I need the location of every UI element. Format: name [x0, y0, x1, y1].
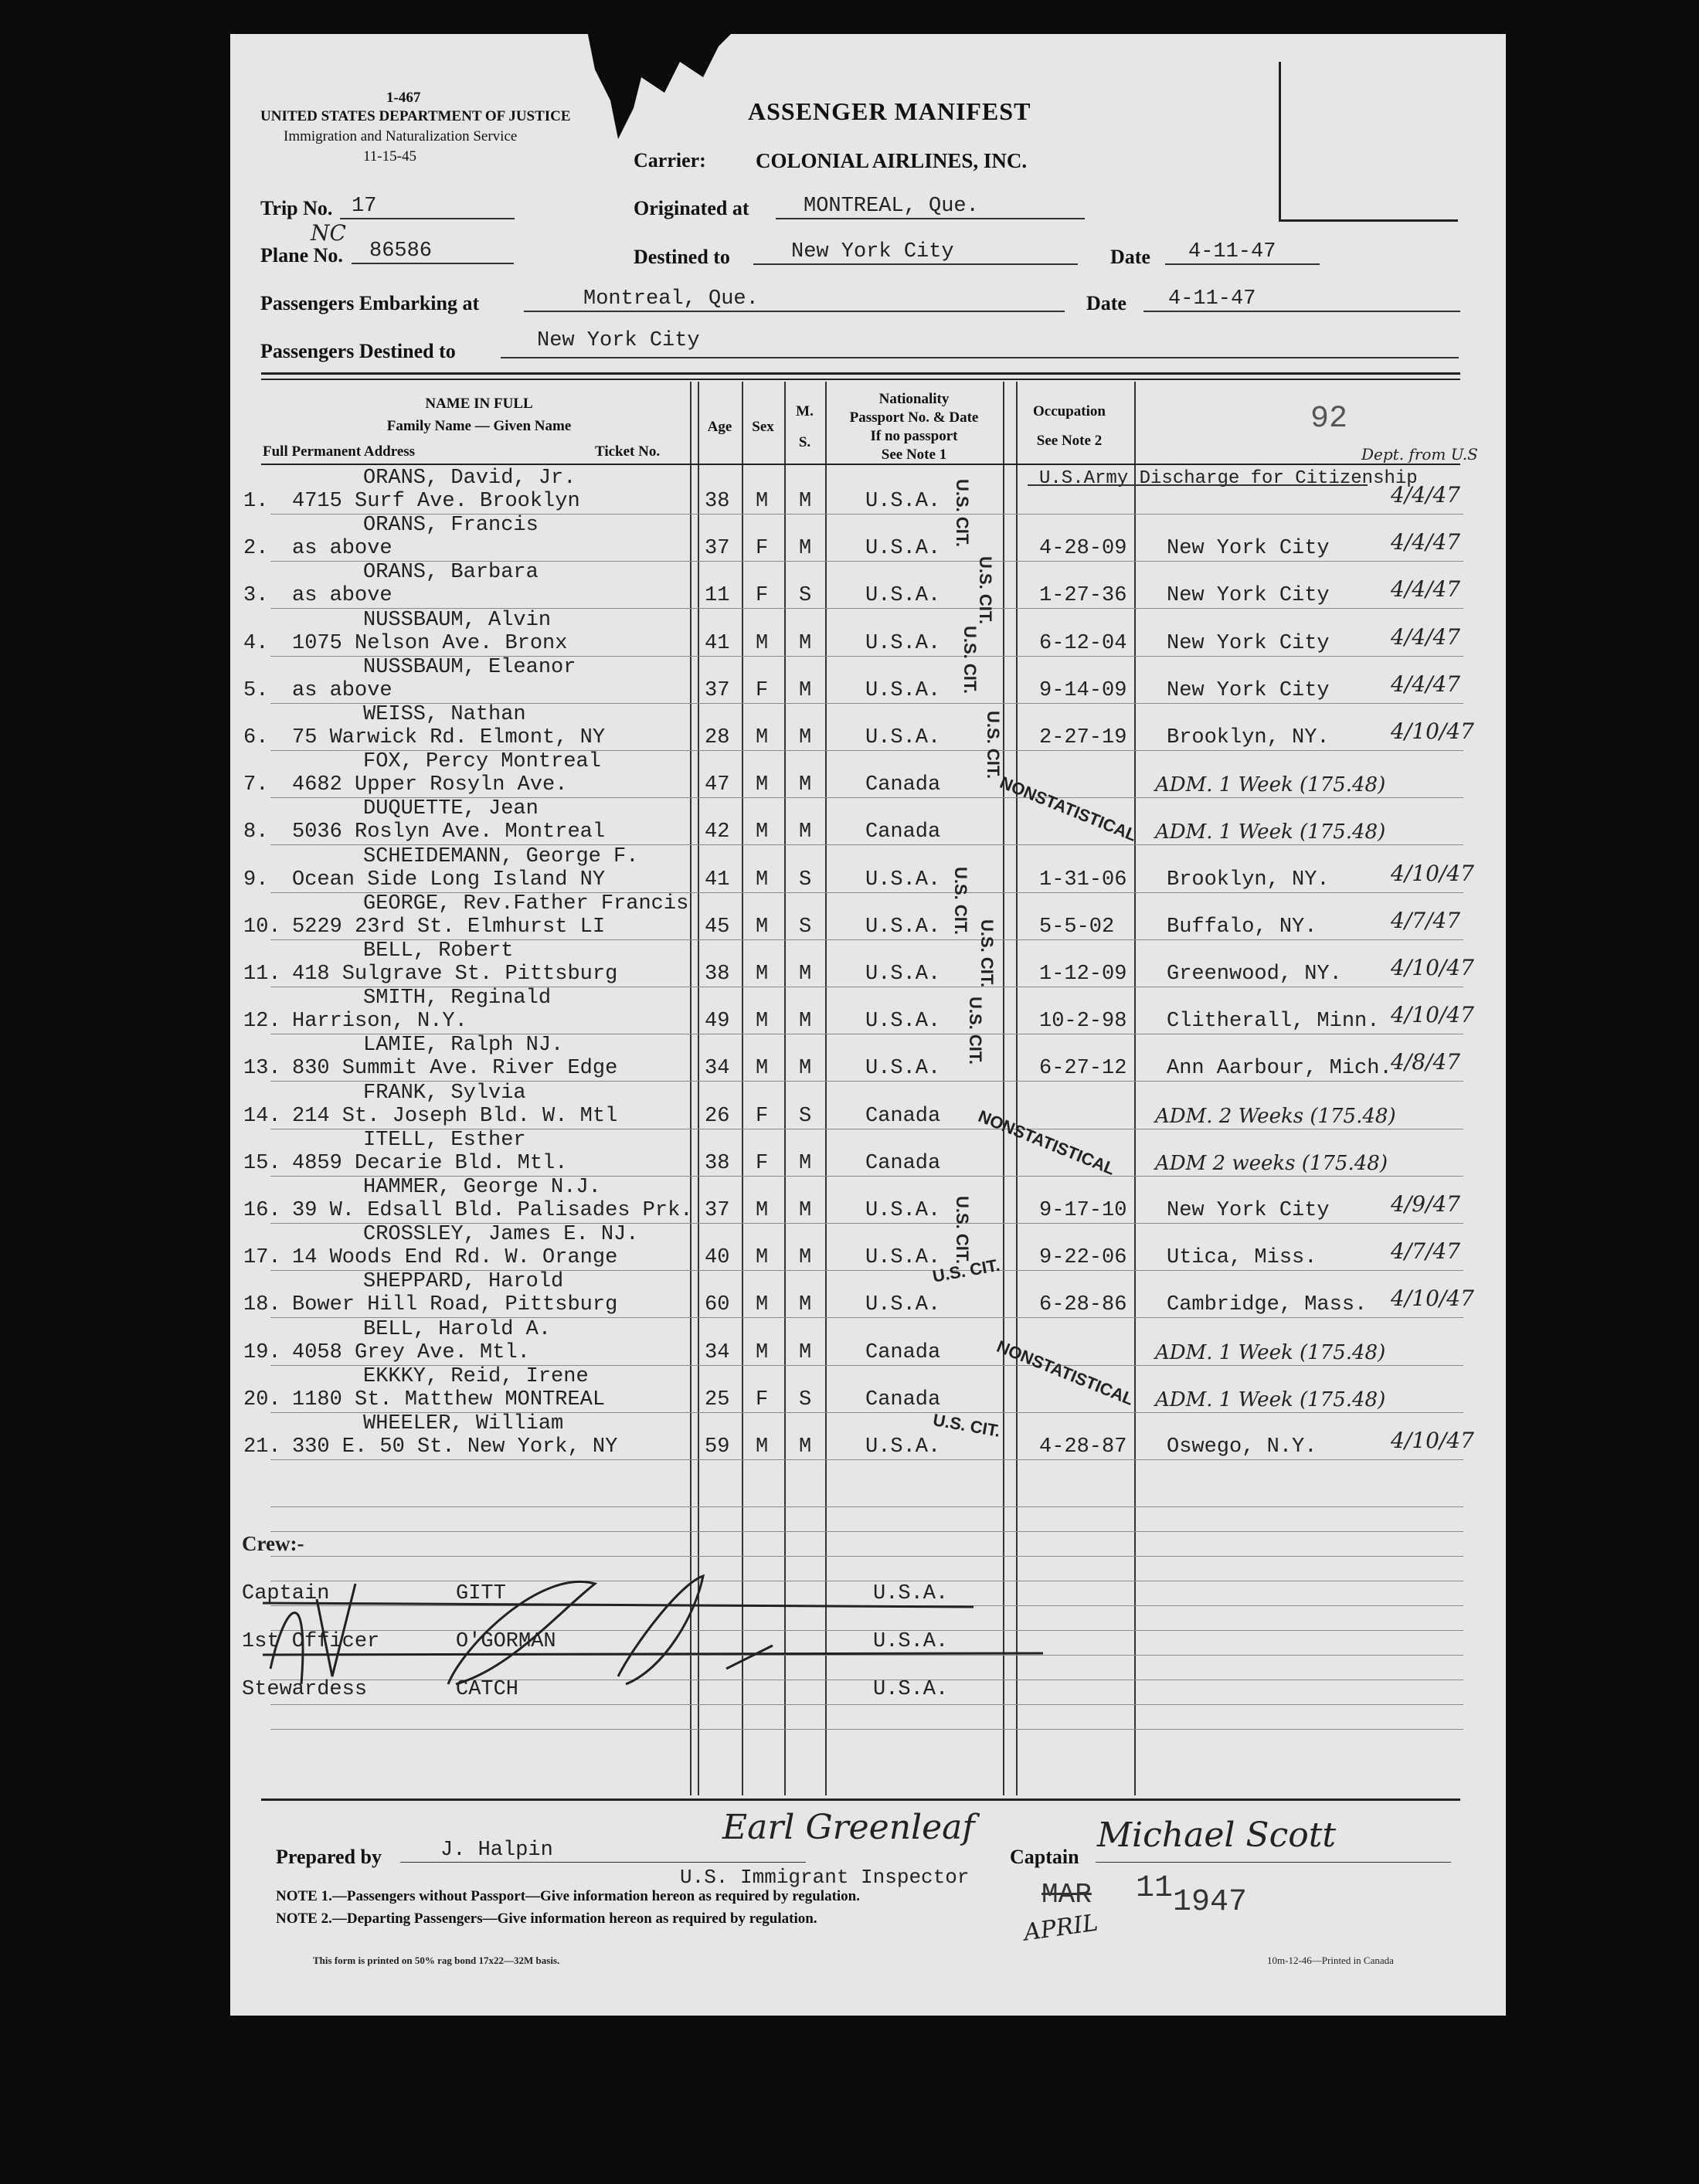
passenger-name: BELL, Harold A.	[363, 1317, 552, 1341]
row-number: 19.	[243, 1340, 281, 1364]
passenger-birthdate: U.S.Army Discharge for Citizenship	[1039, 468, 1418, 489]
us-cit-stamp: U.S. CIT.	[951, 867, 970, 936]
us-cit-stamp: U.S. CIT.	[984, 711, 1003, 780]
passenger-birthdate: 1-12-09	[1039, 963, 1127, 986]
passenger-destination: New York City	[1167, 537, 1330, 561]
stamp-handwritten: APRIL	[1022, 1909, 1100, 1947]
plane-prefix: NC	[311, 220, 346, 246]
passenger-birthdate: 9-14-09	[1039, 678, 1127, 702]
passenger-address: Ocean Side Long Island NY	[292, 868, 606, 892]
departure-date: 4/7/47	[1391, 1238, 1461, 1265]
passenger-address: as above	[292, 537, 392, 561]
prepared-value: J. Halpin	[440, 1839, 553, 1862]
pass-destined-label: Passengers Destined to	[260, 340, 456, 362]
passenger-sex: M	[756, 868, 769, 892]
passenger-name: ORANS, Francis	[363, 514, 539, 538]
page-title: ASSENGER MANIFEST	[748, 97, 1031, 125]
passenger-age: 37	[705, 537, 730, 561]
blank-rule	[270, 1704, 1463, 1705]
row-number: 2.	[243, 537, 269, 561]
plane-label: Plane No.	[260, 244, 343, 267]
col-name-sub: Family Name — Given Name	[386, 418, 572, 434]
passenger-birthdate: 9-17-10	[1039, 1199, 1127, 1222]
passenger-marital: M	[799, 1151, 812, 1175]
passenger-sex: M	[756, 490, 769, 513]
passenger-name: NUSSBAUM, Alvin	[363, 608, 552, 632]
passenger-name: NUSSBAUM, Eleanor	[363, 655, 576, 679]
passenger-nationality: Canada	[865, 1340, 941, 1364]
passenger-age: 41	[705, 868, 730, 892]
passenger-destination: ADM. 1 Week (175.48)	[1155, 773, 1386, 797]
passenger-marital: M	[799, 820, 812, 844]
note2-text: —Departing Passengers—Give information hereon as required by regulation.	[331, 1911, 817, 1927]
passenger-destination: Ann Aarbour, Mich.	[1167, 1057, 1392, 1081]
department: UNITED STATES DEPARTMENT OF JUSTICE	[260, 108, 571, 124]
passenger-nationality: Canada	[865, 1388, 941, 1411]
passenger-address: 330 E. 50 St. New York, NY	[292, 1435, 618, 1459]
passenger-age: 25	[705, 1388, 730, 1411]
note2-label: NOTE 2.	[276, 1911, 332, 1927]
destined-label: Destined to	[634, 246, 730, 268]
passenger-birthdate: 6-28-86	[1039, 1293, 1127, 1317]
passenger-name: FOX, Percy Montreal	[363, 750, 601, 774]
passenger-destination: Greenwood, NY.	[1167, 963, 1342, 986]
passenger-name: DUQUETTE, Jean	[363, 797, 539, 821]
passenger-address: Bower Hill Road, Pittsburg	[292, 1293, 618, 1317]
passenger-age: 40	[705, 1246, 730, 1270]
passenger-marital: M	[799, 1199, 812, 1222]
print-note-left: This form is printed on 50% rag bond 17x22—32M basis.	[313, 1955, 560, 1966]
passenger-name: CROSSLEY, James E. NJ.	[363, 1223, 639, 1247]
departure-date: 4/10/47	[1391, 860, 1474, 886]
stamp-year: 1947	[1173, 1885, 1248, 1920]
passenger-destination: New York City	[1167, 631, 1330, 655]
passenger-birthdate: 4-28-09	[1039, 537, 1127, 561]
passenger-birthdate: 6-27-12	[1039, 1057, 1127, 1081]
embarking-value: Montreal, Que.	[583, 287, 759, 311]
departure-date: 4/4/47	[1391, 529, 1461, 555]
passenger-sex: M	[756, 1199, 769, 1222]
departure-date: 4/8/47	[1391, 1049, 1461, 1075]
prepared-label: Prepared by	[276, 1846, 382, 1868]
trip-label: Trip No.	[260, 197, 333, 219]
passenger-sex: M	[756, 963, 769, 986]
passenger-marital: M	[799, 773, 812, 797]
us-cit-stamp: U.S. CIT.	[953, 479, 972, 548]
passenger-age: 37	[705, 678, 730, 702]
row-number: 4.	[243, 631, 269, 655]
passenger-destination: New York City	[1167, 678, 1330, 702]
passenger-marital: M	[799, 1057, 812, 1081]
passenger-address: 14 Woods End Rd. W. Orange	[292, 1246, 618, 1270]
passenger-age: 37	[705, 1199, 730, 1222]
passenger-nationality: Canada	[865, 1104, 941, 1128]
row-number: 20.	[243, 1388, 281, 1411]
passenger-marital: M	[799, 1246, 812, 1270]
us-cit-stamp: U.S. CIT.	[931, 1410, 1002, 1441]
blank-rule	[270, 1531, 1463, 1532]
col-address: Full Permanent Address	[263, 443, 416, 460]
col-occupation: Occupation	[1033, 403, 1106, 419]
embarking-label: Passengers Embarking at	[260, 292, 480, 314]
row-number: 14.	[243, 1104, 281, 1128]
passenger-sex: F	[756, 1104, 769, 1128]
passenger-sex: F	[756, 537, 769, 561]
passenger-address: 4058 Grey Ave. Mtl.	[292, 1340, 530, 1364]
passenger-marital: S	[799, 868, 812, 892]
passenger-birthdate: 10-2-98	[1039, 1010, 1127, 1034]
passenger-birthdate: 6-12-04	[1039, 631, 1127, 655]
passenger-destination: ADM 2 weeks (175.48)	[1155, 1151, 1388, 1175]
nonstatistical-stamp: NONSTATISTICAL	[994, 1337, 1137, 1409]
departure-date: 4/7/47	[1391, 907, 1461, 933]
passenger-age: 60	[705, 1293, 730, 1317]
passenger-address: Harrison, N.Y.	[292, 1010, 467, 1034]
passenger-age: 59	[705, 1435, 730, 1459]
passenger-marital: M	[799, 678, 812, 702]
passenger-marital: M	[799, 1340, 812, 1364]
passenger-address: as above	[292, 678, 392, 702]
passenger-age: 49	[705, 1010, 730, 1034]
passenger-marital: M	[799, 1435, 812, 1459]
passenger-name: SHEPPARD, Harold	[363, 1270, 564, 1294]
passenger-address: 4859 Decarie Bld. Mtl.	[292, 1151, 568, 1175]
us-cit-stamp: U.S. CIT.	[960, 626, 980, 695]
passenger-age: 47	[705, 773, 730, 797]
passenger-marital: M	[799, 1010, 812, 1034]
passenger-sex: F	[756, 1388, 769, 1411]
passenger-sex: M	[756, 1010, 769, 1034]
us-cit-stamp: U.S. CIT.	[931, 1255, 1002, 1286]
row-number: 21.	[243, 1435, 281, 1459]
row-number: 13.	[243, 1057, 281, 1081]
passenger-destination: ADM. 1 Week (175.48)	[1155, 1340, 1386, 1364]
passenger-address: 418 Sulgrave St. Pittsburg	[292, 963, 618, 986]
passenger-nationality: U.S.A.	[865, 584, 941, 608]
passenger-marital: S	[799, 584, 812, 608]
passenger-nationality: Canada	[865, 820, 941, 844]
crew-nationality: U.S.A.	[873, 1678, 949, 1701]
passenger-sex: M	[756, 1340, 769, 1364]
passenger-destination: ADM. 1 Week (175.48)	[1155, 820, 1386, 844]
us-cit-stamp: U.S. CIT.	[977, 919, 997, 988]
passenger-nationality: U.S.A.	[865, 490, 941, 513]
crew-role: Stewardess	[242, 1678, 368, 1701]
departure-date: 4/4/47	[1391, 576, 1461, 603]
passenger-age: 38	[705, 490, 730, 513]
us-cit-stamp: U.S. CIT.	[976, 556, 995, 625]
carrier-value: COLONIAL AIRLINES, INC.	[756, 149, 1028, 172]
passenger-destination: ADM. 2 Weeks (175.48)	[1155, 1104, 1396, 1128]
passenger-destination: Buffalo, NY.	[1167, 915, 1317, 939]
passenger-destination: Clitherall, Minn.	[1167, 1010, 1380, 1034]
passenger-name: FRANK, Sylvia	[363, 1081, 526, 1105]
passenger-destination: Brooklyn, NY.	[1167, 726, 1330, 749]
passenger-marital: M	[799, 1293, 812, 1317]
passenger-marital: M	[799, 963, 812, 986]
passenger-marital: S	[799, 915, 812, 939]
captain-signature: Michael Scott	[1097, 1815, 1337, 1855]
passenger-marital: M	[799, 490, 812, 513]
passenger-nationality: Canada	[865, 773, 941, 797]
us-cit-stamp: U.S. CIT.	[966, 997, 985, 1065]
passenger-nationality: U.S.A.	[865, 631, 941, 655]
passenger-marital: M	[799, 537, 812, 561]
passenger-nationality: U.S.A.	[865, 915, 941, 939]
destined-value: New York City	[791, 240, 954, 263]
passenger-sex: M	[756, 631, 769, 655]
blank-rule	[270, 1729, 1463, 1730]
row-number: 12.	[243, 1010, 281, 1034]
passenger-age: 28	[705, 726, 730, 749]
row-number: 8.	[243, 820, 269, 844]
passenger-age: 42	[705, 820, 730, 844]
passenger-marital: S	[799, 1388, 812, 1411]
corner-bracket	[1279, 62, 1281, 220]
col-sex: Sex	[752, 419, 774, 435]
passenger-destination: New York City	[1167, 584, 1330, 608]
passenger-address: 75 Warwick Rd. Elmont, NY	[292, 726, 606, 749]
crew-name: GITT	[456, 1582, 506, 1605]
departure-date: 4/10/47	[1391, 1428, 1474, 1453]
passenger-birthdate: 4-28-87	[1039, 1435, 1127, 1459]
date-value: 4-11-47	[1188, 240, 1276, 263]
departure-date: 4/10/47	[1391, 1002, 1474, 1028]
passenger-age: 34	[705, 1340, 730, 1364]
captain-label: Captain	[1010, 1846, 1079, 1868]
col-passport: Passport No. & Date	[849, 409, 979, 426]
col-name: NAME IN FULL	[425, 396, 533, 412]
row-number: 5.	[243, 678, 269, 702]
passenger-age: 38	[705, 963, 730, 986]
departure-date: 4/10/47	[1391, 955, 1474, 980]
passenger-destination: ADM. 1 Week (175.48)	[1155, 1388, 1386, 1411]
col-ms-m: M.	[796, 403, 814, 419]
row-number: 1.	[243, 490, 269, 513]
passenger-sex: M	[756, 1246, 769, 1270]
row-number: 11.	[243, 963, 281, 986]
passenger-age: 45	[705, 915, 730, 939]
form-date: 11-15-45	[363, 148, 416, 165]
date2-value: 4-11-47	[1168, 287, 1256, 311]
inspector-signature: Earl Greenleaf	[722, 1808, 975, 1847]
passenger-destination: Utica, Miss.	[1167, 1246, 1317, 1270]
passenger-name: LAMIE, Ralph NJ.	[363, 1034, 564, 1058]
passenger-address: 1180 St. Matthew MONTREAL	[292, 1388, 606, 1411]
row-number: 10.	[243, 915, 281, 939]
torn-paper-mark	[587, 31, 734, 147]
passenger-sex: M	[756, 1057, 769, 1081]
passenger-marital: S	[799, 1104, 812, 1128]
passenger-destination: Cambridge, Mass.	[1167, 1293, 1368, 1317]
passenger-name: ORANS, David, Jr.	[363, 467, 576, 490]
plane-value: 86586	[369, 239, 433, 263]
row-number: 9.	[243, 868, 269, 892]
passenger-age: 41	[705, 631, 730, 655]
passenger-nationality: U.S.A.	[865, 1293, 941, 1317]
passenger-nationality: U.S.A.	[865, 963, 941, 986]
nonstatistical-stamp: NONSTATISTICAL	[975, 1106, 1118, 1179]
inspector-title: U.S. Immigrant Inspector	[680, 1866, 970, 1889]
passenger-birthdate: 2-27-19	[1039, 726, 1127, 749]
carrier-label: Carrier:	[634, 149, 706, 172]
passenger-destination: New York City	[1167, 1199, 1330, 1222]
row-number: 15.	[243, 1151, 281, 1175]
col-age: Age	[707, 419, 732, 435]
row-number: 3.	[243, 584, 269, 608]
originated-label: Originated at	[634, 197, 749, 219]
passenger-address: 1075 Nelson Ave. Bronx	[292, 631, 568, 655]
passenger-nationality: U.S.A.	[865, 537, 941, 561]
departure-date: 4/10/47	[1391, 1286, 1474, 1312]
passenger-nationality: U.S.A.	[865, 868, 941, 892]
passenger-address: 5229 23rd St. Elmhurst LI	[292, 915, 606, 939]
row-number: 18.	[243, 1293, 281, 1317]
passenger-address: 39 W. Edsall Bld. Palisades Prk.	[292, 1199, 693, 1222]
stamp-day: 11	[1136, 1871, 1174, 1906]
col-nationality: Nationality	[878, 391, 950, 407]
departure-date: 4/4/47	[1391, 623, 1461, 650]
date-label: Date	[1110, 246, 1150, 268]
passenger-sex: M	[756, 820, 769, 844]
departure-date: 4/4/47	[1391, 482, 1461, 508]
passenger-birthdate: 1-27-36	[1039, 584, 1127, 608]
passenger-name: ITELL, Esther	[363, 1128, 526, 1152]
crew-name: O'GORMAN	[456, 1630, 556, 1653]
form-number: 1-467	[386, 90, 421, 106]
crew-name: CATCH	[456, 1678, 519, 1701]
passenger-destination: Brooklyn, NY.	[1167, 868, 1330, 892]
passenger-sex: F	[756, 678, 769, 702]
col-note1: See Note 1	[881, 447, 947, 463]
trip-value: 17	[352, 195, 377, 218]
crew-label: Crew:-	[242, 1532, 304, 1555]
crew-role: 1st Officer	[242, 1630, 380, 1653]
crew-nationality: U.S.A.	[873, 1630, 949, 1653]
crew-nationality: U.S.A.	[873, 1582, 949, 1605]
print-note-right: 10m-12-46—Printed in Canada	[1267, 1955, 1394, 1966]
passenger-nationality: U.S.A.	[865, 726, 941, 749]
crew-scribble	[263, 1553, 1066, 1700]
departure-date: 4/4/47	[1391, 671, 1461, 697]
passenger-age: 26	[705, 1104, 730, 1128]
us-cit-stamp: U.S. CIT.	[953, 1196, 972, 1265]
passenger-nationality: U.S.A.	[865, 1010, 941, 1034]
departure-date: 4/10/47	[1391, 718, 1474, 744]
passenger-address: 830 Summit Ave. River Edge	[292, 1057, 618, 1081]
row-number: 16.	[243, 1199, 281, 1222]
date2-label: Date	[1086, 292, 1126, 314]
service: Immigration and Naturalization Service	[284, 128, 518, 144]
passenger-name: SMITH, Reginald	[363, 987, 552, 1010]
note1-label: NOTE 1.	[276, 1888, 332, 1904]
passenger-sex: M	[756, 1435, 769, 1459]
passenger-birthdate: 5-5-02	[1039, 915, 1115, 939]
passenger-name: ORANS, Barbara	[363, 561, 539, 585]
row-number: 6.	[243, 726, 269, 749]
passenger-nationality: Canada	[865, 1151, 941, 1175]
note1-text: —Passengers without Passport—Give information hereon as required by regulation.	[331, 1888, 860, 1904]
passenger-age: 11	[705, 584, 730, 608]
passenger-address: as above	[292, 584, 392, 608]
passenger-sex: F	[756, 1151, 769, 1175]
dept-header: Dept. from U.S	[1361, 445, 1478, 464]
passenger-address: 5036 Roslyn Ave. Montreal	[292, 820, 606, 844]
col-no-passport: If no passport	[870, 428, 958, 444]
crew-role: Captain	[242, 1582, 330, 1605]
passenger-name: GEORGE, Rev.Father Francis	[363, 892, 689, 915]
passenger-address: 4715 Surf Ave. Brooklyn	[292, 490, 580, 513]
passenger-sex: M	[756, 1293, 769, 1317]
pass-destined-value: New York City	[537, 329, 700, 352]
col-ms-s: S.	[798, 434, 811, 450]
passenger-birthdate: 1-31-06	[1039, 868, 1127, 892]
passenger-name: SCHEIDEMANN, George F.	[363, 844, 639, 868]
passenger-name: BELL, Robert	[363, 939, 514, 963]
passenger-name: EKKKY, Reid, Irene	[363, 1364, 589, 1388]
passenger-sex: F	[756, 584, 769, 608]
passenger-address: 214 St. Joseph Bld. W. Mtl	[292, 1104, 618, 1128]
passenger-nationality: U.S.A.	[865, 1246, 941, 1270]
passenger-birthdate: 9-22-06	[1039, 1246, 1127, 1270]
passenger-sex: M	[756, 915, 769, 939]
passenger-sex: M	[756, 773, 769, 797]
passenger-destination: Oswego, N.Y.	[1167, 1435, 1317, 1459]
passenger-name: WEISS, Nathan	[363, 703, 526, 726]
passenger-age: 38	[705, 1151, 730, 1175]
row-number: 17.	[243, 1246, 281, 1270]
col-note2: See Note 2	[1036, 433, 1103, 449]
passenger-name: HAMMER, George N.J.	[363, 1176, 601, 1199]
row-divider	[270, 1459, 1463, 1460]
passenger-marital: M	[799, 726, 812, 749]
passenger-age: 34	[705, 1057, 730, 1081]
passenger-address: 4682 Upper Rosyln Ave.	[292, 773, 568, 797]
page-number: 92	[1310, 402, 1348, 436]
passenger-nationality: U.S.A.	[865, 678, 941, 702]
row-number: 7.	[243, 773, 269, 797]
passenger-nationality: U.S.A.	[865, 1435, 941, 1459]
passenger-name: WHEELER, William	[363, 1412, 564, 1435]
nonstatistical-stamp: NONSTATISTICAL	[997, 773, 1140, 845]
passenger-nationality: U.S.A.	[865, 1199, 941, 1222]
passenger-nationality: U.S.A.	[865, 1057, 941, 1081]
col-ticket: Ticket No.	[595, 443, 661, 460]
passenger-sex: M	[756, 726, 769, 749]
departure-date: 4/9/47	[1391, 1191, 1461, 1217]
originated-value: MONTREAL, Que.	[804, 195, 979, 218]
stamp-month: MAR	[1041, 1879, 1092, 1911]
passenger-marital: M	[799, 631, 812, 655]
blank-rule	[270, 1506, 1463, 1507]
